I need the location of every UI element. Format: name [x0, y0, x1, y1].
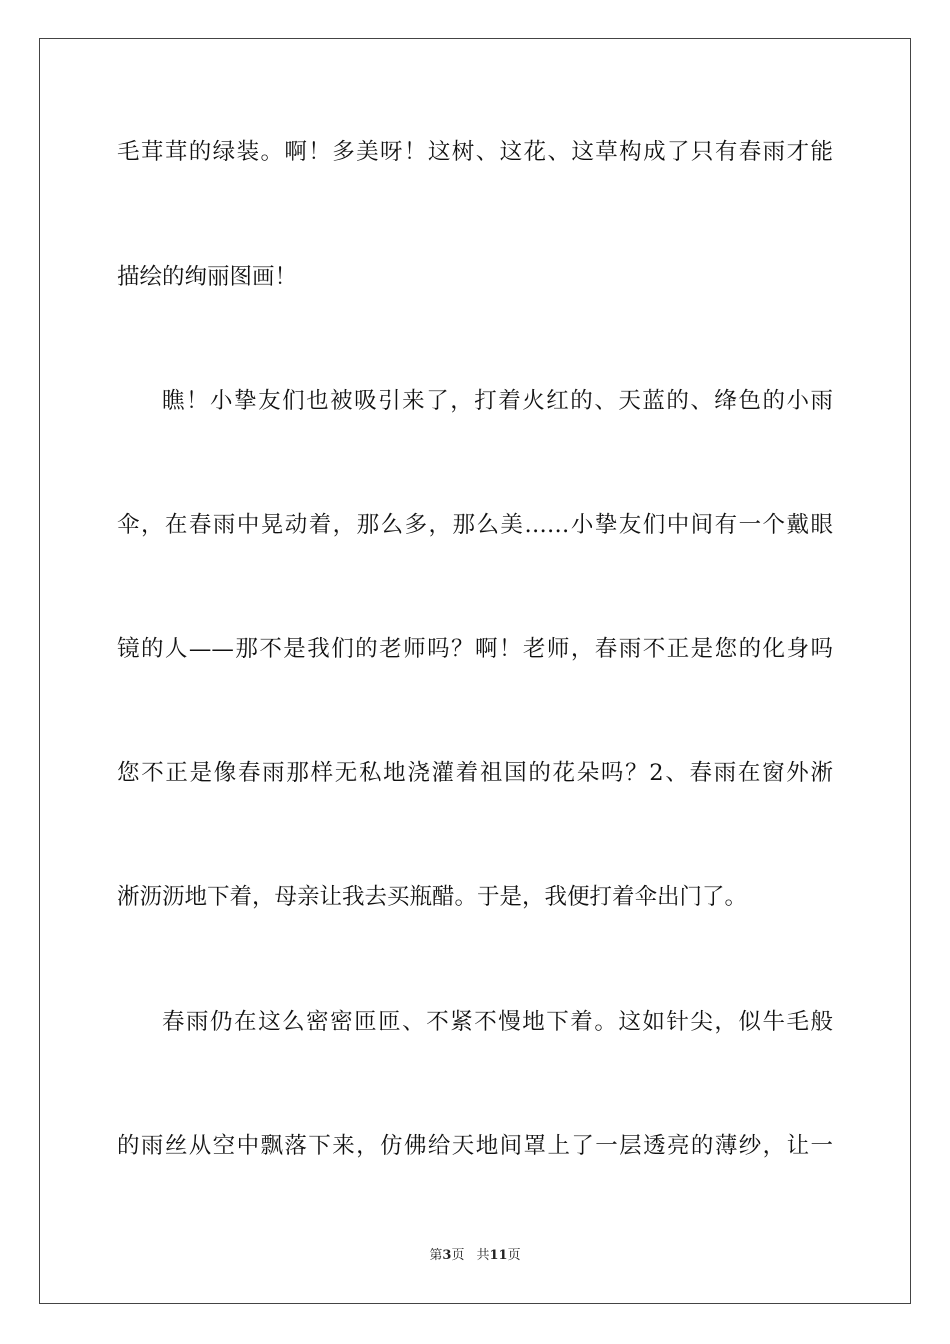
text-line-1: 毛茸茸的绿装。啊！多美呀！这树、这花、这草构成了只有春雨才能 — [117, 139, 833, 165]
text-line-5: 镜的人——那不是我们的老师吗？啊！老师，春雨不正是您的化身吗 — [117, 636, 833, 662]
text-line-3: 瞧！小挚友们也被吸引来了，打着火红的、天蓝的、绛色的小雨 — [162, 388, 833, 414]
footer-page-prefix: 第 — [429, 1248, 443, 1263]
text-line-2: 描绘的绚丽图画！ — [117, 264, 298, 290]
page-footer — [0, 1247, 950, 1265]
text-line-7: 淅沥沥地下着，母亲让我去买瓶醋。于是，我便打着伞出门了。 — [117, 884, 748, 910]
text-line-8: 春雨仍在这么密密匝匝、不紧不慢地下着。这如针尖，似牛毛般 — [162, 1009, 833, 1035]
text-line-6: 您不正是像春雨那样无私地浇灌着祖国的花朵吗？2、春雨在窗外淅 — [117, 760, 833, 786]
page-frame — [39, 38, 911, 1304]
text-line-4: 伞，在春雨中晃动着，那么多，那么美……小挚友们中间有一个戴眼 — [117, 512, 833, 538]
footer-page-suffix: 页 — [451, 1248, 465, 1263]
footer-total-prefix: 共 — [476, 1248, 490, 1263]
text-line-9: 的雨丝从空中飘落下来，仿佛给天地间罩上了一层透亮的薄纱，让一 — [117, 1133, 833, 1159]
footer-total-pages: 11 — [489, 1248, 508, 1263]
footer-page-number: 3 — [442, 1248, 452, 1263]
footer-total-suffix: 页 — [507, 1248, 521, 1263]
